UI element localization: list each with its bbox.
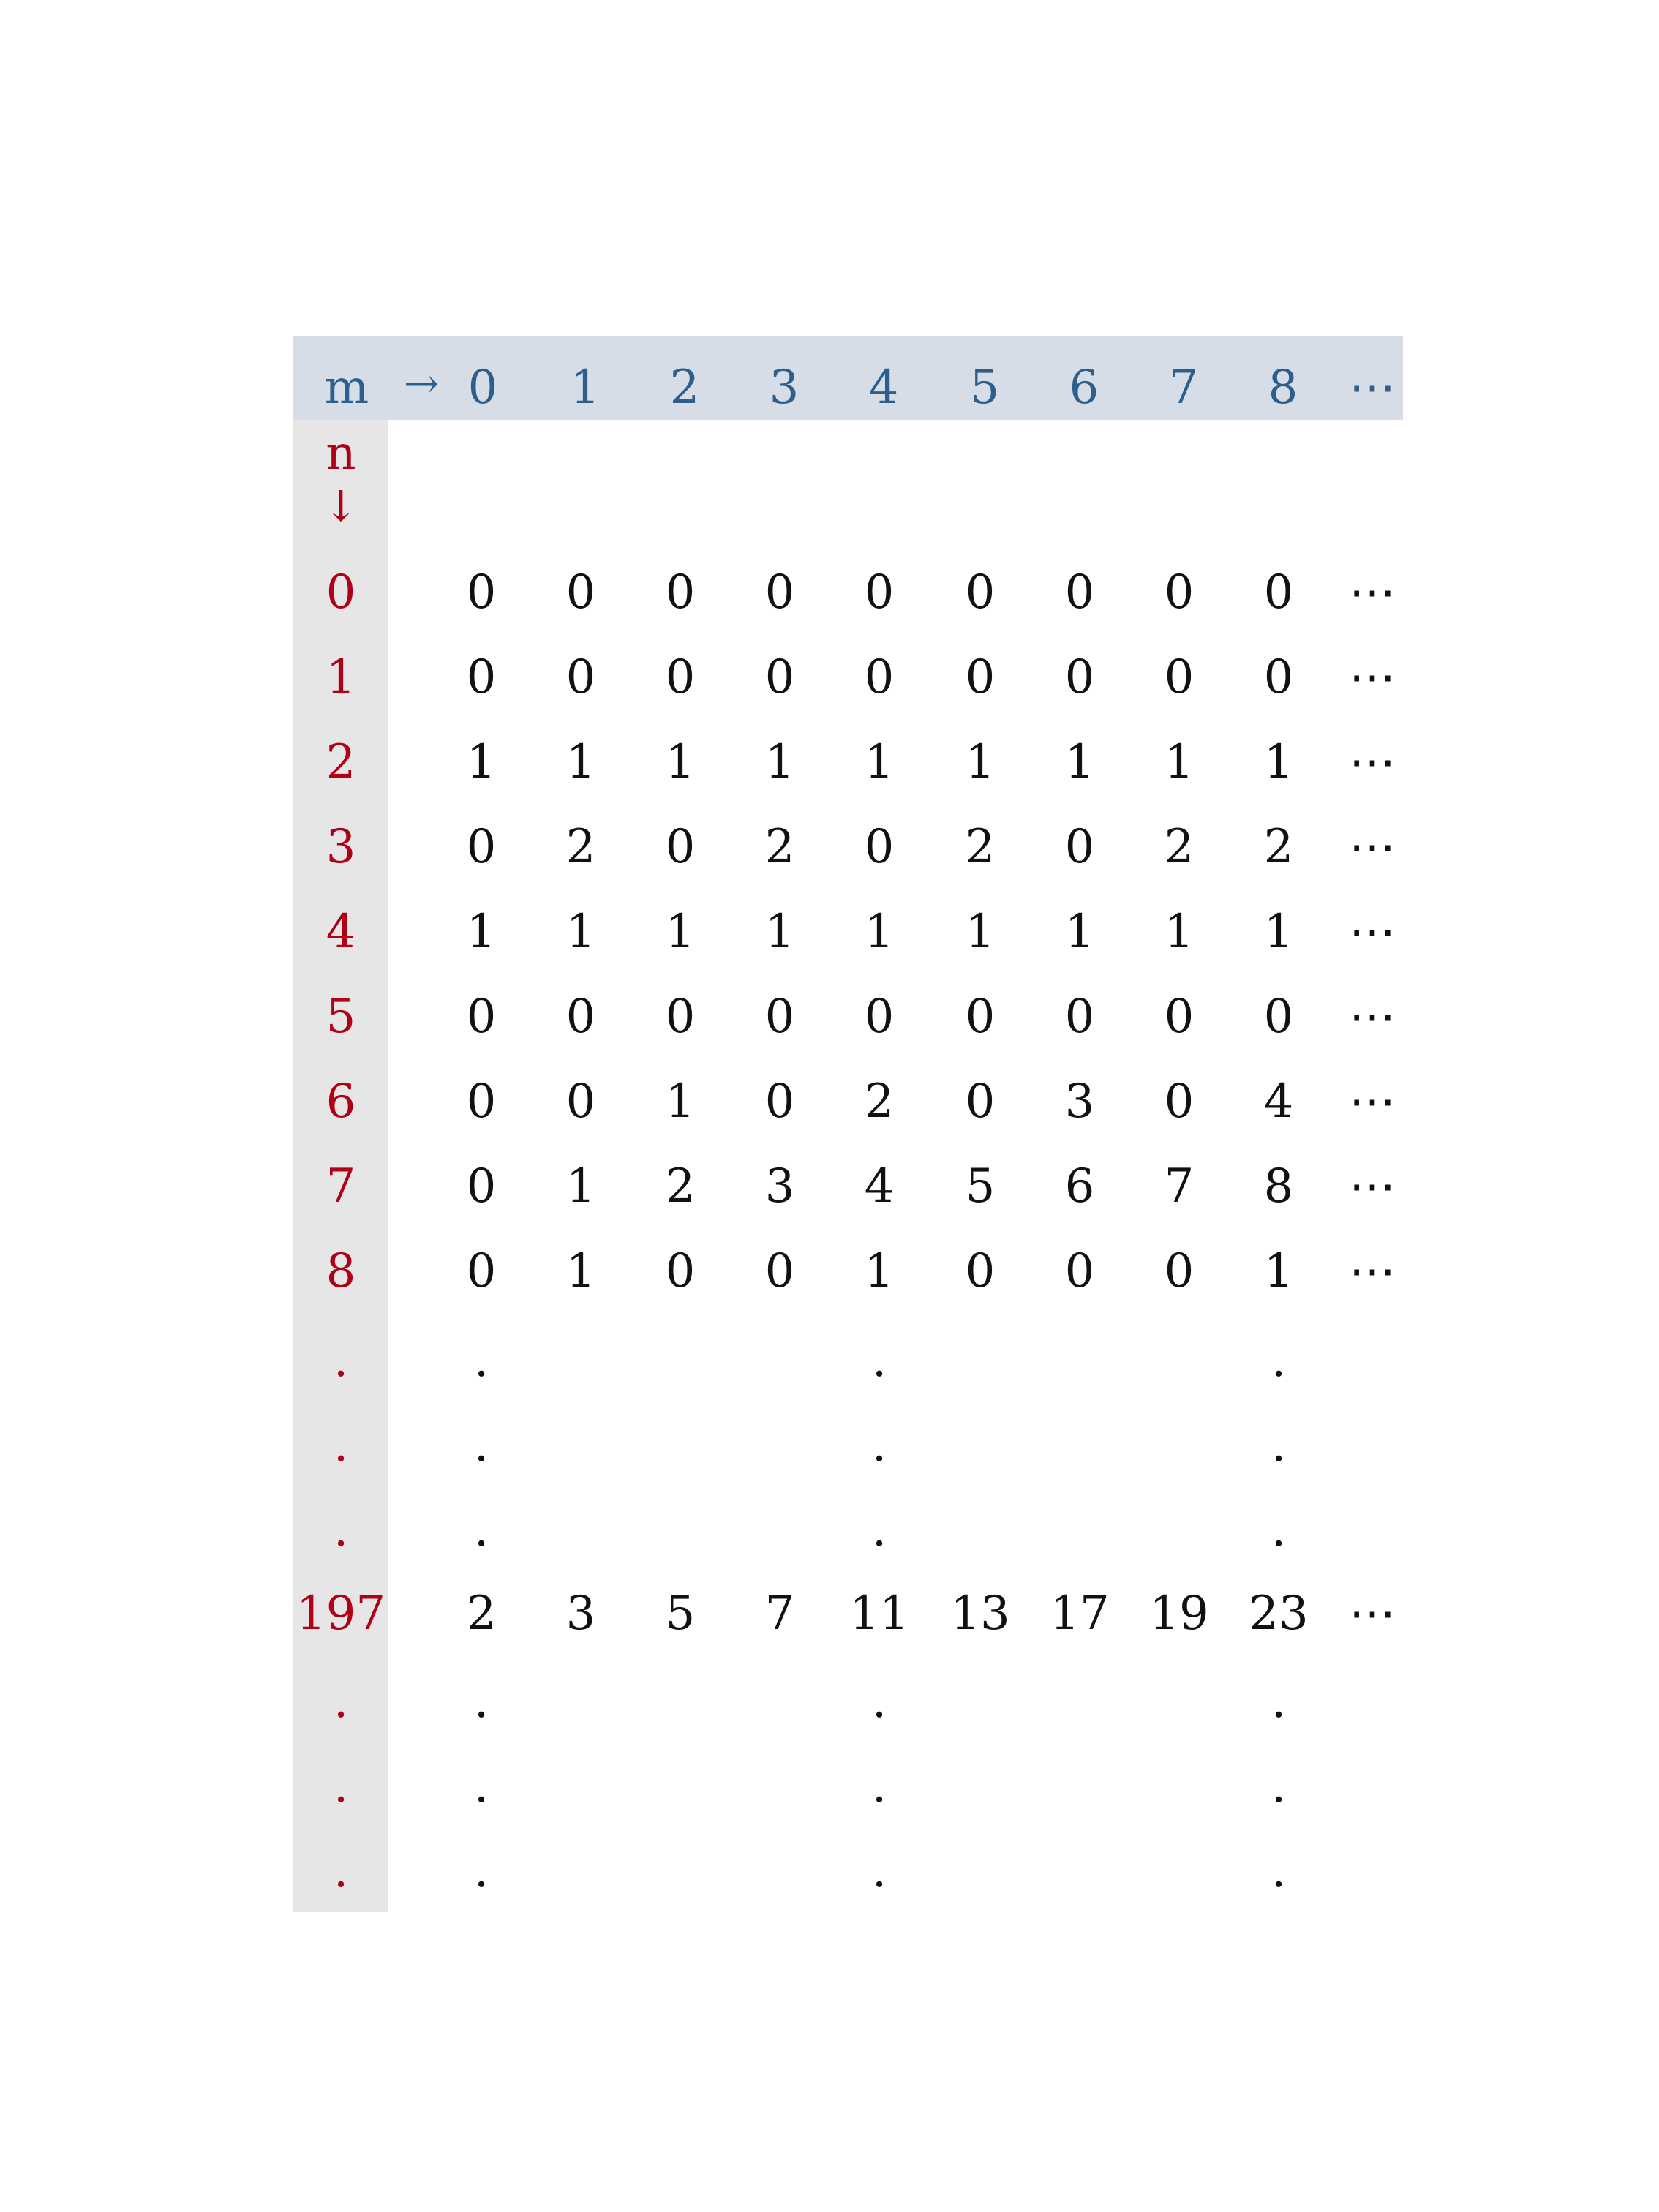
table-cell: 0 xyxy=(565,565,596,620)
row-label: . xyxy=(333,1674,349,1728)
table-cell: . xyxy=(1271,1759,1287,1813)
row-label: . xyxy=(333,1844,349,1898)
table-cell: 1 xyxy=(864,905,895,959)
table-cell: 0 xyxy=(1164,565,1195,620)
table-cell: 2 xyxy=(466,1587,497,1641)
table-cell: . xyxy=(871,1503,887,1557)
table-cell: 0 xyxy=(665,565,696,620)
table-cell: 1 xyxy=(565,905,596,959)
table-cell: . xyxy=(871,1759,887,1813)
table-cell: 0 xyxy=(965,1244,996,1298)
table-cell: 0 xyxy=(665,820,696,874)
row-label: 197 xyxy=(296,1587,386,1641)
column-header: 0 xyxy=(467,361,498,415)
ellipsis-cell: ⋯ xyxy=(1349,1075,1396,1129)
table-cell: 0 xyxy=(665,1244,696,1298)
table-cell: 0 xyxy=(1064,650,1095,704)
table-cell: 1 xyxy=(1263,735,1294,789)
table-cell: 1 xyxy=(466,735,497,789)
table-cell: 0 xyxy=(1263,990,1294,1044)
table-cell: 0 xyxy=(466,990,497,1044)
table-cell: 0 xyxy=(665,990,696,1044)
column-header: 6 xyxy=(1069,361,1099,415)
table-cell: 0 xyxy=(764,990,795,1044)
table-cell: 0 xyxy=(864,565,895,620)
table-cell: 1 xyxy=(1164,905,1195,959)
row-label: 1 xyxy=(326,650,356,704)
row-label: 5 xyxy=(326,990,356,1044)
table-cell: 2 xyxy=(965,820,996,874)
row-label: 0 xyxy=(326,565,356,620)
table-cell: 0 xyxy=(1064,565,1095,620)
table-cell: 17 xyxy=(1050,1587,1110,1641)
right-arrow-icon: → xyxy=(403,358,440,408)
table-cell: 2 xyxy=(1164,820,1195,874)
table-cell: 0 xyxy=(965,990,996,1044)
row-label: 4 xyxy=(326,905,356,959)
table-cell: 0 xyxy=(565,650,596,704)
ellipsis-cell: ⋯ xyxy=(1349,735,1396,789)
ellipsis-cell: ⋯ xyxy=(1349,650,1396,704)
table-cell: 1 xyxy=(665,1075,696,1129)
table-cell: 2 xyxy=(665,1159,696,1214)
table-cell: 7 xyxy=(1164,1159,1195,1214)
table-cell: 0 xyxy=(1064,990,1095,1044)
table-cell: 1 xyxy=(965,735,996,789)
table-cell: 0 xyxy=(466,650,497,704)
table-cell: 0 xyxy=(1263,565,1294,620)
table-cell: . xyxy=(1271,1418,1287,1472)
row-label: . xyxy=(333,1333,349,1388)
ellipsis-cell: ⋯ xyxy=(1349,1159,1396,1214)
table-cell: . xyxy=(473,1333,489,1388)
table-cell: . xyxy=(871,1333,887,1388)
table-cell: . xyxy=(1271,1674,1287,1728)
table-cell: 1 xyxy=(665,735,696,789)
table-cell: 0 xyxy=(1164,990,1195,1044)
table-cell: 7 xyxy=(764,1587,795,1641)
table-cell: 23 xyxy=(1249,1587,1309,1641)
table-cell: 0 xyxy=(466,1075,497,1129)
table-cell: 4 xyxy=(864,1159,895,1214)
table-cell: 1 xyxy=(466,905,497,959)
table-cell: . xyxy=(1271,1503,1287,1557)
table-cell: 8 xyxy=(1263,1159,1294,1214)
table-cell: 0 xyxy=(764,1075,795,1129)
row-label: 2 xyxy=(326,735,356,789)
table-cell: 1 xyxy=(1263,905,1294,959)
row-label: 3 xyxy=(326,820,356,874)
n-axis-label: n xyxy=(326,426,356,481)
table-cell: 3 xyxy=(565,1587,596,1641)
table-cell: 1 xyxy=(864,735,895,789)
table-cell: 1 xyxy=(665,905,696,959)
table-cell: 4 xyxy=(1263,1075,1294,1129)
table-cell: 1 xyxy=(565,735,596,789)
m-axis-label: m xyxy=(324,361,369,415)
ellipsis-cell: ⋯ xyxy=(1349,990,1396,1044)
table-cell: 3 xyxy=(764,1159,795,1214)
table-cell: 0 xyxy=(864,990,895,1044)
table-cell: 0 xyxy=(965,650,996,704)
table-cell: 0 xyxy=(565,1075,596,1129)
column-header: 2 xyxy=(669,361,700,415)
table-cell: . xyxy=(473,1844,489,1898)
table-cell: . xyxy=(473,1759,489,1813)
table-cell: 0 xyxy=(965,565,996,620)
table-cell: 0 xyxy=(565,990,596,1044)
ellipsis-cell: ⋯ xyxy=(1349,905,1396,959)
table-cell: 0 xyxy=(665,650,696,704)
ellipsis-cell: ⋯ xyxy=(1349,1244,1396,1298)
table-cell: 1 xyxy=(764,735,795,789)
table-cell: 2 xyxy=(864,1075,895,1129)
table-cell: . xyxy=(473,1418,489,1472)
table-cell: 19 xyxy=(1149,1587,1209,1641)
ellipsis-cell: ⋯ xyxy=(1349,1587,1396,1641)
table-cell: . xyxy=(871,1418,887,1472)
table-cell: 0 xyxy=(764,650,795,704)
column-header: 8 xyxy=(1268,361,1298,415)
table-cell: 1 xyxy=(1064,905,1095,959)
table-cell: 1 xyxy=(764,905,795,959)
table-cell: 2 xyxy=(565,820,596,874)
column-header: 5 xyxy=(969,361,1000,415)
table-cell: 0 xyxy=(864,820,895,874)
row-label: 7 xyxy=(326,1159,356,1214)
table-cell: 11 xyxy=(849,1587,909,1641)
table-cell: 13 xyxy=(950,1587,1010,1641)
column-header-band xyxy=(293,336,1403,420)
table-cell: 0 xyxy=(1263,650,1294,704)
row-label: 8 xyxy=(326,1244,356,1298)
row-label: 6 xyxy=(326,1075,356,1129)
table-cell: 0 xyxy=(1064,1244,1095,1298)
table-cell: 2 xyxy=(1263,820,1294,874)
table-cell: 0 xyxy=(1064,820,1095,874)
row-label: . xyxy=(333,1503,349,1557)
table-cell: 0 xyxy=(1164,1244,1195,1298)
table-cell: 0 xyxy=(764,1244,795,1298)
column-header: ⋯ xyxy=(1349,361,1396,415)
table-cell: 1 xyxy=(1064,735,1095,789)
table-cell: 0 xyxy=(1164,1075,1195,1129)
table-cell: . xyxy=(871,1674,887,1728)
column-header: 1 xyxy=(570,361,601,415)
table-cell: 0 xyxy=(466,820,497,874)
row-label: . xyxy=(333,1418,349,1472)
table-cell: . xyxy=(1271,1333,1287,1388)
down-arrow-icon: ↓ xyxy=(323,481,359,531)
table-cell: 0 xyxy=(1164,650,1195,704)
row-label: . xyxy=(333,1759,349,1813)
table-cell: 0 xyxy=(466,565,497,620)
table-cell: 0 xyxy=(466,1244,497,1298)
table-cell: 1 xyxy=(965,905,996,959)
table-cell: 2 xyxy=(764,820,795,874)
table-cell: 0 xyxy=(764,565,795,620)
table-cell: 0 xyxy=(466,1159,497,1214)
ellipsis-cell: ⋯ xyxy=(1349,565,1396,620)
table-cell: . xyxy=(1271,1844,1287,1898)
column-header: 7 xyxy=(1168,361,1199,415)
ellipsis-cell: ⋯ xyxy=(1349,820,1396,874)
table-cell: 3 xyxy=(1064,1075,1095,1129)
table-cell: 5 xyxy=(665,1587,696,1641)
table-cell: 0 xyxy=(864,650,895,704)
table-cell: 1 xyxy=(565,1244,596,1298)
table-cell: 1 xyxy=(864,1244,895,1298)
column-header: 4 xyxy=(868,361,899,415)
table-cell: . xyxy=(473,1674,489,1728)
table-cell: 1 xyxy=(565,1159,596,1214)
table-cell: . xyxy=(473,1503,489,1557)
table-cell: 6 xyxy=(1064,1159,1095,1214)
table-cell: 0 xyxy=(965,1075,996,1129)
table-cell: 1 xyxy=(1164,735,1195,789)
table-cell: . xyxy=(871,1844,887,1898)
table-cell: 1 xyxy=(1263,1244,1294,1298)
column-header: 3 xyxy=(769,361,800,415)
table-cell: 5 xyxy=(965,1159,996,1214)
